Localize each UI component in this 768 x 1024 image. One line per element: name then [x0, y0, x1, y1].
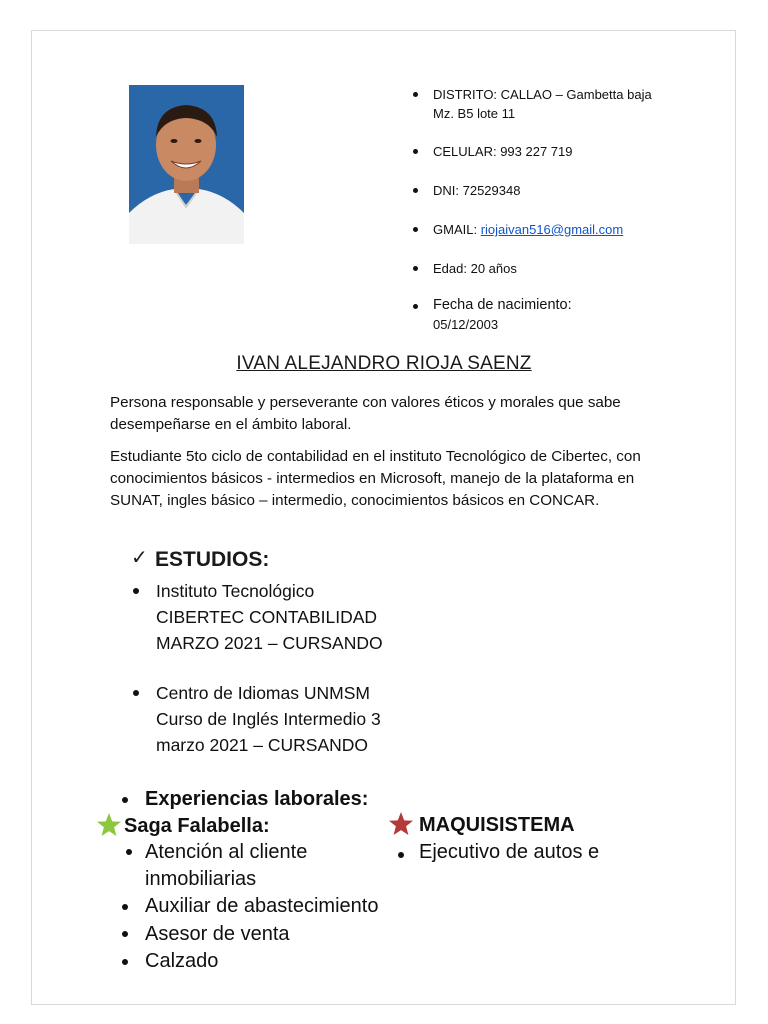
profile-paragraph-2: Estudiante 5to ciclo de contabilidad en el instituto Tecnológico de Cibertec, con conocimientos básicos - intermedios en Microsoft, manejo de la plataforma en SUNAT, ingles básico – intermedio, conocimientos básicos en CONCAR.	[110, 448, 641, 509]
saga-item-1-cont: inmobiliarias	[145, 868, 257, 890]
bullet	[122, 931, 128, 937]
contact-nacimiento	[433, 296, 572, 334]
profile-photo	[129, 85, 244, 244]
nacimiento-value: 05/12/2003	[433, 317, 499, 332]
bullet	[122, 959, 128, 965]
contact-gmail	[433, 220, 623, 239]
contact-distrito: DISTRITO: CALLAO – Gambetta baja Mz. B5 lote 11	[433, 87, 652, 121]
nacimiento-label: Fecha de nacimiento:	[433, 297, 572, 313]
bullet	[133, 690, 139, 696]
bullet	[413, 266, 418, 271]
bullet	[126, 849, 132, 855]
saga-title: Saga Falabella:	[124, 815, 270, 837]
gmail-label: GMAIL:	[433, 222, 481, 237]
star-red-icon	[388, 811, 414, 842]
maqui-title: MAQUISISTEMA	[419, 814, 575, 836]
profile-paragraph-1: Persona responsable y perseverante con valores éticos y morales que sabe desempeñarse en el ámbito laboral.	[110, 394, 621, 433]
experience-heading: Experiencias laborales:	[145, 788, 369, 810]
studies-heading: ESTUDIOS:	[155, 548, 270, 571]
contact-dni: DNI: 72529348	[433, 183, 521, 198]
candidate-name: IVAN ALEJANDRO RIOJA SAENZ	[236, 353, 532, 374]
study-item-1: Instituto Tecnológico CIBERTEC CONTABILIDAD MARZO 2021 – CURSANDO	[156, 581, 383, 653]
gmail-link[interactable]: riojaivan516@gmail.com	[480, 222, 624, 237]
bullet	[133, 588, 139, 594]
saga-item-1: Atención al cliente	[145, 841, 308, 863]
bullet	[122, 797, 128, 803]
saga-item-2: Auxiliar de abastecimiento	[145, 895, 379, 917]
saga-item-3: Asesor de venta	[145, 923, 290, 945]
contact-edad: Edad: 20 años	[433, 261, 517, 276]
bullet	[398, 852, 404, 858]
bullet	[413, 188, 418, 193]
bullet	[122, 904, 128, 910]
star-green-icon	[96, 812, 122, 843]
contact-celular: CELULAR: 993 227 719	[433, 144, 573, 159]
study-item-2: Centro de Idiomas UNMSM Curso de Inglés Intermedio 3 marzo 2021 – CURSANDO	[156, 683, 381, 755]
bullet	[413, 149, 418, 154]
bullet	[413, 304, 418, 309]
check-icon: ✓	[131, 547, 148, 569]
maqui-item-1: Ejecutivo de autos e	[419, 841, 600, 863]
bullet	[413, 227, 418, 232]
bullet	[413, 92, 418, 97]
saga-item-4: Calzado	[145, 950, 219, 972]
